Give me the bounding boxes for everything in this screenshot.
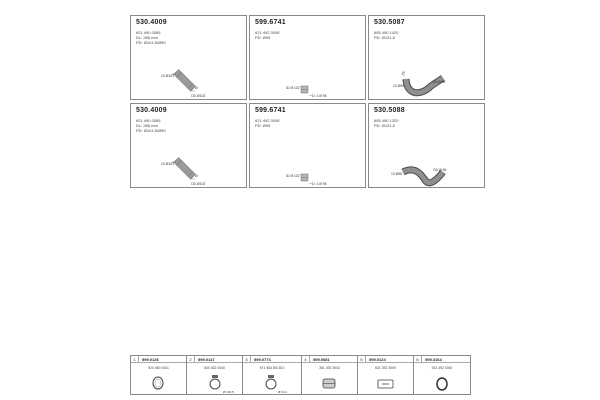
hose-clamp-icon	[243, 372, 302, 394]
dimension-label: ID Ø 102	[286, 86, 300, 90]
oem-number: 621 490 0065	[136, 118, 161, 123]
item-number: 2	[187, 356, 195, 363]
diameter-spec: PD: Ø95	[255, 123, 271, 128]
accessory-part	[358, 356, 414, 394]
oem-number: 923 492 0040	[431, 366, 453, 370]
part-code: 530.4009	[136, 19, 167, 26]
flange-gasket-icon	[358, 372, 414, 394]
accessory-part	[243, 356, 302, 394]
bent-pipe-drawing	[369, 104, 486, 189]
part-code: 530.4009	[136, 107, 167, 114]
item-number: 4	[302, 356, 310, 363]
dimension-label: Ø	[195, 86, 198, 90]
dimension-label: OD Ø 96	[433, 168, 447, 172]
accessory-part	[131, 356, 187, 394]
part-card	[368, 103, 485, 188]
gasket-ring-icon	[414, 372, 470, 394]
straight-pipe-drawing	[131, 16, 248, 101]
accessory-parts-strip	[130, 355, 471, 395]
part-card	[130, 15, 247, 100]
dimension-label: OD Ø 96	[432, 80, 446, 84]
oem-number: 971 553 Ø4-501	[259, 366, 285, 370]
part-code: 599.0124	[369, 357, 386, 362]
length-spec: DL: 285 mm	[136, 35, 158, 40]
part-code: 599.0081	[313, 357, 330, 362]
clamp-drawing	[250, 16, 367, 101]
diameter-spec: PD: Ø101,5	[374, 35, 395, 40]
part-card	[249, 15, 366, 100]
oem-number: 621 492 0008	[255, 30, 280, 35]
clamp-drawing	[250, 104, 367, 189]
dimension-label: 13 Ø96	[391, 172, 403, 176]
accessory-part	[414, 356, 470, 394]
oem-number: 655 490 1320	[374, 118, 399, 123]
dimension-label: Ø	[402, 71, 405, 75]
accessory-part	[302, 356, 358, 394]
part-code: 599.6741	[255, 19, 286, 26]
dimension-label: OD Ø103	[191, 94, 206, 98]
diameter-spec: PD: Ø101,5/Ø90	[136, 128, 166, 133]
band-clamp-icon	[302, 372, 358, 394]
part-code: 530.5087	[374, 19, 405, 26]
part-code: 599.3164	[425, 357, 442, 362]
straight-pipe-drawing	[131, 104, 248, 189]
dimension-label: OD Ø103	[191, 182, 206, 186]
bent-pipe-drawing	[369, 16, 486, 101]
dimension-label: ID Ø 102	[286, 174, 300, 178]
part-code: 599.0773	[254, 357, 271, 362]
diameter-label: Ø 103,5	[223, 390, 234, 394]
part-code: 599.0147	[198, 357, 215, 362]
oem-number: 621 490 0065	[136, 30, 161, 35]
accessory-part	[187, 356, 243, 394]
ring-gasket-icon	[131, 372, 187, 394]
part-card	[368, 15, 485, 100]
dimension-label: 13 Ø103	[161, 74, 175, 78]
hose-clamp-icon	[187, 372, 243, 394]
diameter-label: Ø 94,1	[278, 390, 288, 394]
part-code: 530.5088	[374, 107, 405, 114]
dimension-label: D: 2 Ø 95	[312, 94, 327, 98]
diameter-spec: PD: Ø95	[255, 35, 271, 40]
length-spec: DL: 285 mm	[136, 123, 158, 128]
dimension-label: 13 Ø103	[161, 162, 175, 166]
item-number: 6	[414, 356, 422, 363]
oem-number: 621 392 3009	[375, 366, 396, 370]
part-code: 599.0126	[142, 357, 159, 362]
oem-number: 655 490 1420	[374, 30, 399, 35]
oem-number: 640 402 0440	[204, 366, 225, 370]
dimension-label: D: 2 Ø 95	[312, 182, 327, 186]
item-number: 3	[243, 356, 251, 363]
diameter-spec: PD: Ø101,5/Ø90	[136, 40, 166, 45]
oem-number: 621 492 0008	[255, 118, 280, 123]
part-card	[249, 103, 366, 188]
dimension-label: Ø	[195, 174, 198, 178]
part-card	[130, 103, 247, 188]
item-number: 5	[358, 356, 366, 363]
diameter-spec: PD: Ø101,5	[374, 123, 395, 128]
oem-number: 351 492 3002	[319, 366, 340, 370]
dimension-label: 13 Ø96	[393, 84, 405, 88]
item-number: 1	[131, 356, 139, 363]
part-code: 599.6741	[255, 107, 286, 114]
oem-number: 920 460 0441	[148, 366, 169, 370]
